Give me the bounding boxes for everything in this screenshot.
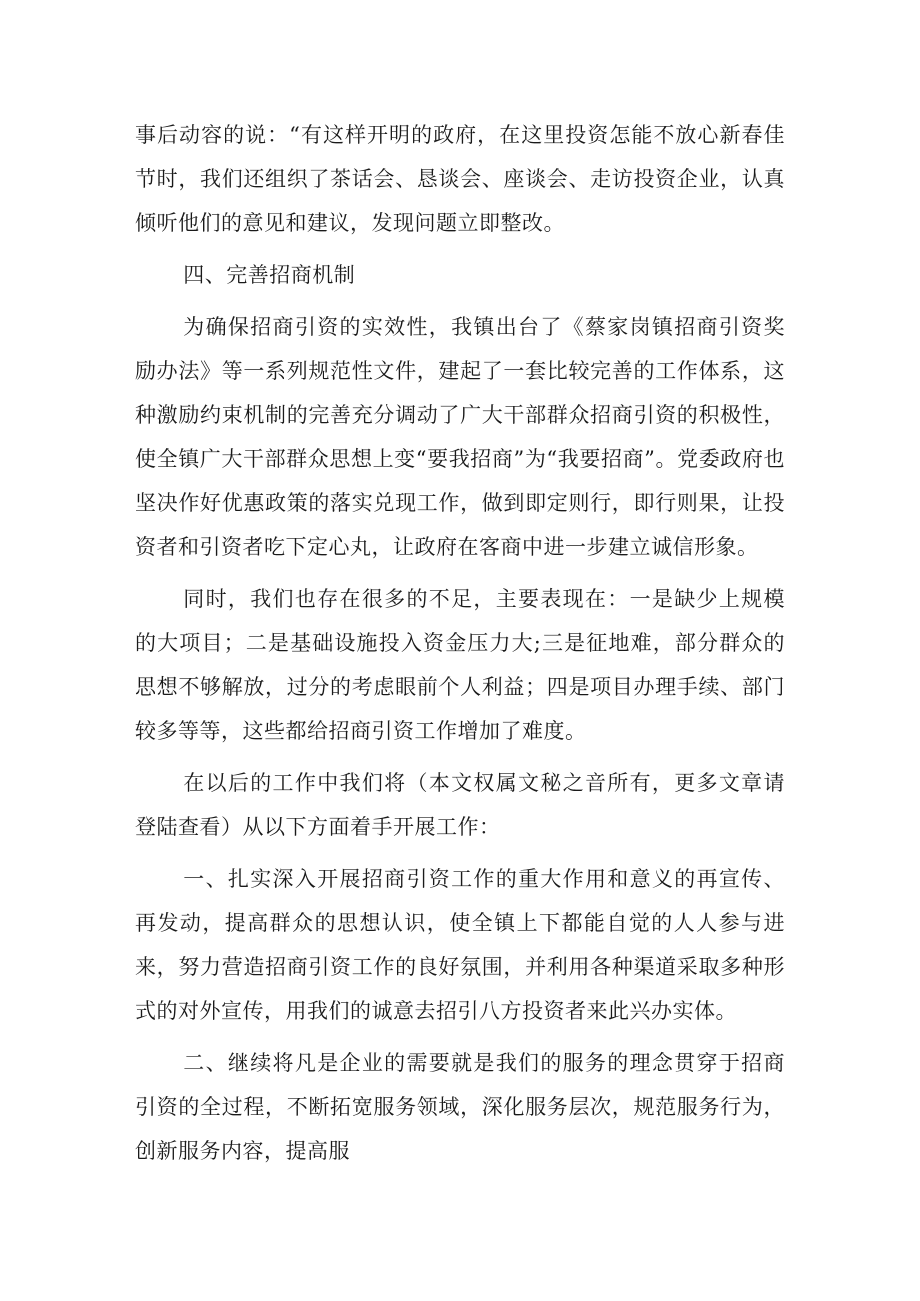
paragraph-shortcomings: 同时，我们也存在很多的不足，主要表现在：一是缺少上规模的大项目；二是基础设施投入资金压力大;三是征地难，部分群众的思想不够解放，过分的考虑眼前个人利益；四是项目办理手续、部门较多等等，这些都给招商引资工作增加了难度。 — [135, 587, 785, 743]
paragraph-continuation: 事后动容的说：“有这样开明的政府，在这里投资怎能不放心新春佳节时，我们还组织了茶话会、恳谈会、座谈会、走访投资企业，认真倾听他们的意见和建议，发现问题立即整改。 — [135, 123, 785, 235]
paragraph-point-two: 二、继续将凡是企业的需要就是我们的服务的理念贯穿于招商引资的全过程，不断拓宽服务领域，深化服务层次，规范服务行为，创新服务内容，提高服 — [135, 1051, 785, 1163]
section-heading-four: 四、完善招商机制 — [183, 263, 356, 287]
paragraph-point-one: 一、扎实深入开展招商引资工作的重大作用和意义的再宣传、再发动，提高群众的思想认识，使全镇上下都能自觉的人人参与进来，努力营造招商引资工作的良好氛围，并利用各种渠道采取多种形式的对外宣传，用我们的诚意去招引八方投资者来此兴办实体。 — [135, 867, 785, 1023]
paragraph-future-work-intro: 在以后的工作中我们将（本文权属文秘之音所有，更多文章请登陆查看）从以下方面着手开展工作： — [135, 771, 785, 839]
document-body — [135, 113, 785, 1181]
paragraph-mechanism: 为确保招商引资的实效性，我镇出台了《蔡家岗镇招商引资奖励办法》等一系列规范性文件，建起了一套比较完善的工作体系，这种激励约束机制的完善充分调动了广大干部群众招商引资的积极性，使全镇广大干部群众思想上变“要我招商”为“我要招商”。党委政府也坚决作好优惠政策的落实兑现工作，做到即定则行，即行则果，让投资者和引资者吃下定心丸，让政府在客商中进一步建立诚信形象。 — [135, 315, 785, 559]
